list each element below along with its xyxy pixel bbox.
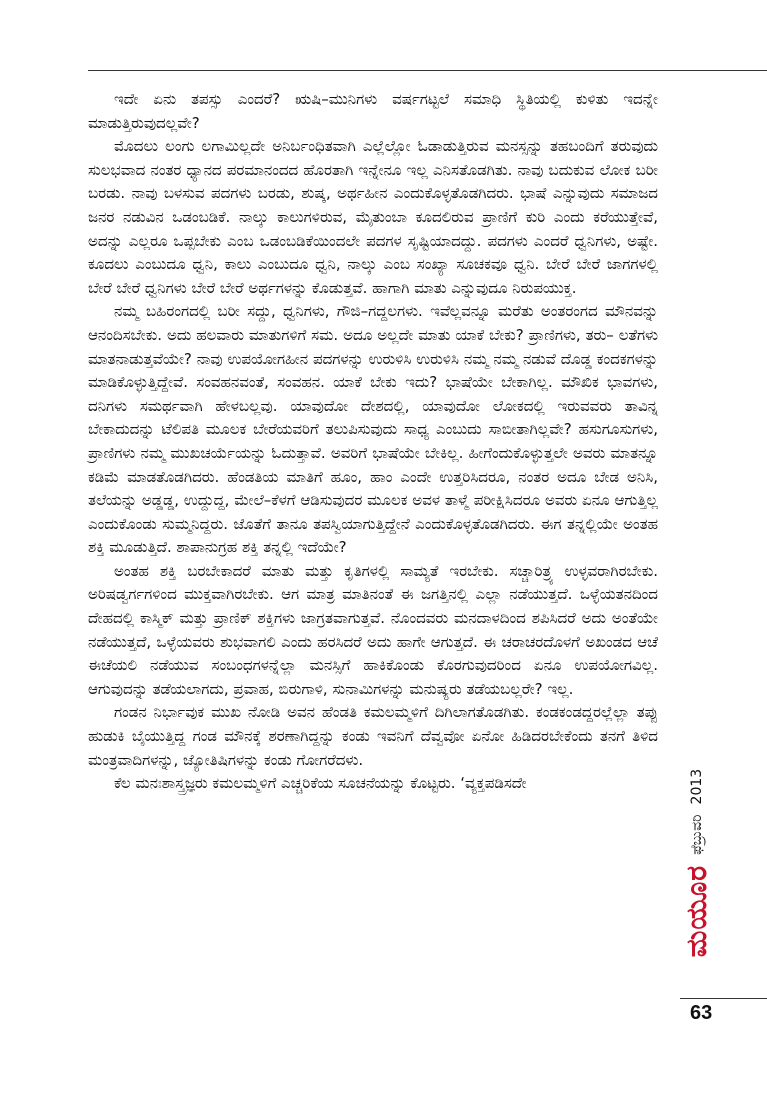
- top-rule: [88, 70, 767, 71]
- side-label-rotated: [680, 768, 714, 956]
- paragraph: ಅಂತಹ ಶಕ್ತಿ ಬರಬೇಕಾದರೆ ಮಾತು ಮತ್ತು ಕೃತಿಗಳಲ್ಲಿ ಸಾಮ್ಯತೆ ಇರಬೇಕು. ಸಚ್ಚಾರಿತ್ರ್ಯ ಉಳ್ಳವರಾಗಿರಬೇಕು. ಅರಿಷಡ್ವರ್ಗಗಳಿಂದ ಮುಕ್ತವಾಗಿರಬೇಕು. ಆಗ ಮಾತ್ರ ಮಾತಿನಂತೆ ಈ ಜಗತ್ತಿನಲ್ಲಿ ಎಲ್ಲಾ ನಡೆಯುತ್ತದೆ. ಒಳ್ಳೆಯತನದಿಂದ ದೇಹದಲ್ಲಿ ಕಾಸ್ಮಿಕ್ ಮತ್ತು ಪ್ರಾಣಿಕ್ ಶಕ್ತಿಗಳು ಜಾಗ್ರತವಾಗುತ್ತವೆ. ನೊಂದವರು ಮನದಾಳದಿಂದ ಶಪಿಸಿದರೆ ಅದು ಅಂತೆಯೇ ನಡೆಯುತ್ತದೆ, ಒಳ್ಳೆಯವರು ಶುಭವಾಗಲಿ ಎಂದು ಹರಸಿದರೆ ಅದು ಹಾಗೇ ಆಗುತ್ತದೆ. ಈ ಚರಾಚರದೊಳಗೆ ಅಖಂಡದ ಆಚೆ ಈಚೆಯಲಿ ನಡೆಯುವ ಸಂಬಂಧಗಳನ್ನೆಲ್ಲಾ ಮನಸ್ಸಿಗೆ ಹಾಕಿಕೊಂಡು ಕೊರಗುವುದರಿಂದ ಏನೂ ಉಪಯೋಗವಿಲ್ಲ. ಆಗುವುದನ್ನು ತಡೆಯಲಾಗದು, ಪ್ರವಾಹ, ಬಿರುಗಾಳಿ, ಸುನಾಮಿಗಳನ್ನು ಮನುಷ್ಯರು ತಡೆಯಬಲ್ಲರೇ? ಇಲ್ಲ.: [88, 561, 658, 698]
- magazine-logo: ಮಯೂರ: [680, 864, 713, 957]
- magazine-side-label: [672, 770, 722, 955]
- paragraph: ಇದೇ ಏನು ತಪಸ್ಸು ಎಂದರೆ? ಋಷಿ–ಮುನಿಗಳು ವರ್ಷಗಟ್ಟಲೆ ಸಮಾಧಿ ಸ್ಥಿತಿಯಲ್ಲಿ ಕುಳಿತು ಇದನ್ನೇ ಮಾಡುತ್ತಿರುವುದಲ್ಲವೇ?: [88, 90, 658, 132]
- article-body: [88, 88, 658, 796]
- paragraph: ಕೆಲ ಮನಃಶಾಸ್ತ್ರಜ್ಞರು ಕಮಲಮ್ಮಳಿಗೆ ಎಚ್ಚರಿಕೆಯ ಸೂಚನೆಯನ್ನು ಕೊಟ್ಟರು. ‘ವ್ಯಕ್ತಪಡಿಸದೇ: [114, 774, 527, 793]
- issue-month: ಫೆಬ್ರುವರಿ: [689, 813, 705, 855]
- issue-year: 2013: [689, 768, 705, 804]
- page-number: 63: [690, 1002, 713, 1024]
- paragraph: ಗಂಡನ ನಿರ್ಭಾವುಕ ಮುಖ ನೋಡಿ ಅವನ ಹೆಂಡತಿ ಕಮಲಮ್ಮಳಿಗೆ ದಿಗಿಲಾಗತೊಡಗಿತು. ಕಂಡಕಂಡದ್ದರಲ್ಲೆಲ್ಲಾ ತಪ್ಪು ಹುಡುಕಿ ಬೈಯುತ್ತಿದ್ದ ಗಂಡ ಮೌನಕ್ಕೆ ಶರಣಾಗಿದ್ದನ್ನು ಕಂಡು ಇವನಿಗೆ ದೆವ್ವವೋ ಏನೋ ಹಿಡಿದರಬೇಕೆಂದು ತನಗೆ ತಿಳಿದ ಮಂತ್ರವಾದಿಗಳನ್ನು, ಜ್ಯೋತಿಷಿಗಳನ್ನು ಕಂಡು ಗೋಗರೆದಳು.: [88, 703, 658, 769]
- paragraph: ನಮ್ಮ ಬಹಿರಂಗದಲ್ಲಿ ಬರೀ ಸದ್ದು, ಧ್ವನಿಗಳು, ಗೌಜಿ–ಗದ್ದಲಗಳು. ಇವೆಲ್ಲವನ್ನೂ ಮರೆತು ಅಂತರಂಗದ ಮೌನವನ್ನು ಆನಂದಿಸಬೇಕು. ಅದು ಹಲವಾರು ಮಾತುಗಳಿಗೆ ಸಮ. ಅದೂ ಅಲ್ಲದೇ ಮಾತು ಯಾಕೆ ಬೇಕು? ಪ್ರಾಣಿಗಳು, ತರು– ಲತೆಗಳು ಮಾತನಾಡುತ್ತವೆಯೇ? ನಾವು ಉಪಯೋಗಹೀನ ಪದಗಳನ್ನು ಉರುಳಿಸಿ ಉರುಳಿಸಿ ನಮ್ಮ ನಮ್ಮ ನಡುವೆ ದೊಡ್ಡ ಕಂದಕಗಳನ್ನು ಮಾಡಿಕೊಳ್ಳುತ್ತಿದ್ದೇವೆ. ಸಂವಹನವಂತೆ, ಸಂವಹನ. ಯಾಕೆ ಬೇಕು ಇದು? ಭಾಷೆಯೇ ಬೇಕಾಗಿಲ್ಲ. ಮೌಖಿಕ ಭಾವಗಳು, ದನಿಗಳು ಸಮರ್ಥವಾಗಿ ಹೇಳಬಲ್ಲವು. ಯಾವುದೋ ದೇಶದಲ್ಲಿ, ಯಾವುದೋ ಲೋಕದಲ್ಲಿ ಇರುವವರು ತಾವಿನ್ನ ಬೇಕಾದುದನ್ನು ಟೆಲಿಪತಿ ಮೂಲಕ ಬೇರೆಯವರಿಗೆ ತಲುಪಿಸುವುದು ಸಾಧ್ಯ ಎಂಬುದು ಸಾಬೀತಾಗಿಲ್ಲವೇ? ಹಸುಗೂಸುಗಳು, ಪ್ರಾಣಿಗಳು ನಮ್ಮ ಮುಖಚರ್ಯೆಯನ್ನು ಓದುತ್ತಾವೆ. ಅವರಿಗೆ ಭಾಷೆಯೇ ಬೇಕಿಲ್ಲ. ಹೀಗೆಂದುಕೊಳ್ಳುತ್ತಲೇ ಅವರು ಮಾತನ್ನೂ ಕಡಿಮೆ ಮಾಡತೊಡಗಿದರು. ಹೆಂಡತಿಯ ಮಾತಿಗೆ ಹೂಂ, ಹಾಂ ಎಂದೇ ಉತ್ತರಿಸಿದರೂ, ನಂತರ ಅದೂ ಬೇಡ ಅನಿಸಿ, ತಲೆಯನ್ನು ಅಡ್ಡಡ್ಡ, ಉದ್ದುದ್ದ, ಮೇಲೆ–ಕೆಳಗೆ ಆಡಿಸುವುದರ ಮೂಲಕ ಅವಳ ತಾಳ್ಮೆ ಪರೀಕ್ಷಿಸಿದರೂ ಅವರು ಏನೂ ಆಗುತ್ತಿಲ್ಲ ಎಂದುಕೊಂಡು ಸುಮ್ಮನಿದ್ದರು. ಜೊತೆಗೆ ತಾನೂ ತಪಸ್ವಿಯಾಗುತ್ತಿದ್ದೇನೆ ಎಂದುಕೊಳ್ಳತೊಡಗಿದರು. ಈಗ ತನ್ನಲ್ಲಿಯೇ ಅಂತಹ ಶಕ್ತಿ ಮೂಡುತ್ತಿದೆ. ಶಾಪಾನುಗ್ರಹ ಶಕ್ತಿ ತನ್ನಲ್ಲಿ ಇದೆಯೇ?: [88, 302, 658, 557]
- paragraph: ಮೊದಲು ಲಂಗು ಲಗಾಮಿಲ್ಲದೇ ಅನಿರ್ಬಂಧಿತವಾಗಿ ಎಲ್ಲೆಲ್ಲೋ ಓಡಾಡುತ್ತಿರುವ ಮನಸ್ಸನ್ನು ತಹಬಂದಿಗೆ ತರುವುದು ಸುಲಭವಾದ ನಂತರ ಧ್ಯಾನದ ಪರಮಾನಂದದ ಹೊರತಾಗಿ ಇನ್ನೇನೂ ಇಲ್ಲ ಎನಿಸತೊಡಗಿತು. ನಾವು ಬದುಕುವ ಲೋಕ ಬರೀ ಬರಡು. ನಾವು ಬಳಸುವ ಪದಗಳು ಬರಡು, ಶುಷ್ಕ, ಅರ್ಥಹೀನ ಎಂದುಕೊಳ್ಳತೊಡಗಿದರು. ಭಾಷೆ ಎನ್ನುವುದು ಸಮಾಜದ ಜನರ ನಡುವಿನ ಒಡಂಬಡಿಕೆ. ನಾಲ್ಕು ಕಾಲುಗಳಿರುವ, ಮೈತುಂಬಾ ಕೂದಲಿರುವ ಪ್ರಾಣಿಗೆ ಕುರಿ ಎಂದು ಕರೆಯುತ್ತೇವೆ, ಅದನ್ನು ಎಲ್ಲರೂ ಒಪ್ಪಬೇಕು ಎಂಬ ಒಡಂಬಡಿಕೆಯಿಂದಲೇ ಪದಗಳ ಸೃಷ್ಟಿಯಾದದ್ದು. ಪದಗಳು ಎಂದರೆ ಧ್ವನಿಗಳು, ಅಷ್ಟೇ. ಕೂದಲು ಎಂಬುದೂ ಧ್ವನಿ, ಕಾಲು ಎಂಬುದೂ ಧ್ವನಿ, ನಾಲ್ಕು ಎಂಬ ಸಂಖ್ಯಾ ಸೂಚಕವೂ ಧ್ವನಿ. ಬೇರೆ ಬೇರೆ ಜಾಗಗಳಲ್ಲಿ ಬೇರೆ ಬೇರೆ ಧ್ವನಿಗಳು ಬೇರೆ ಬೇರೆ ಅರ್ಥಗಳನ್ನು ಕೊಡುತ್ತವೆ. ಹಾಗಾಗಿ ಮಾತು ಎನ್ನುವುದೂ ನಿರುಪಯುಕ್ತ.: [88, 137, 658, 297]
- page-number-rule: [680, 998, 767, 999]
